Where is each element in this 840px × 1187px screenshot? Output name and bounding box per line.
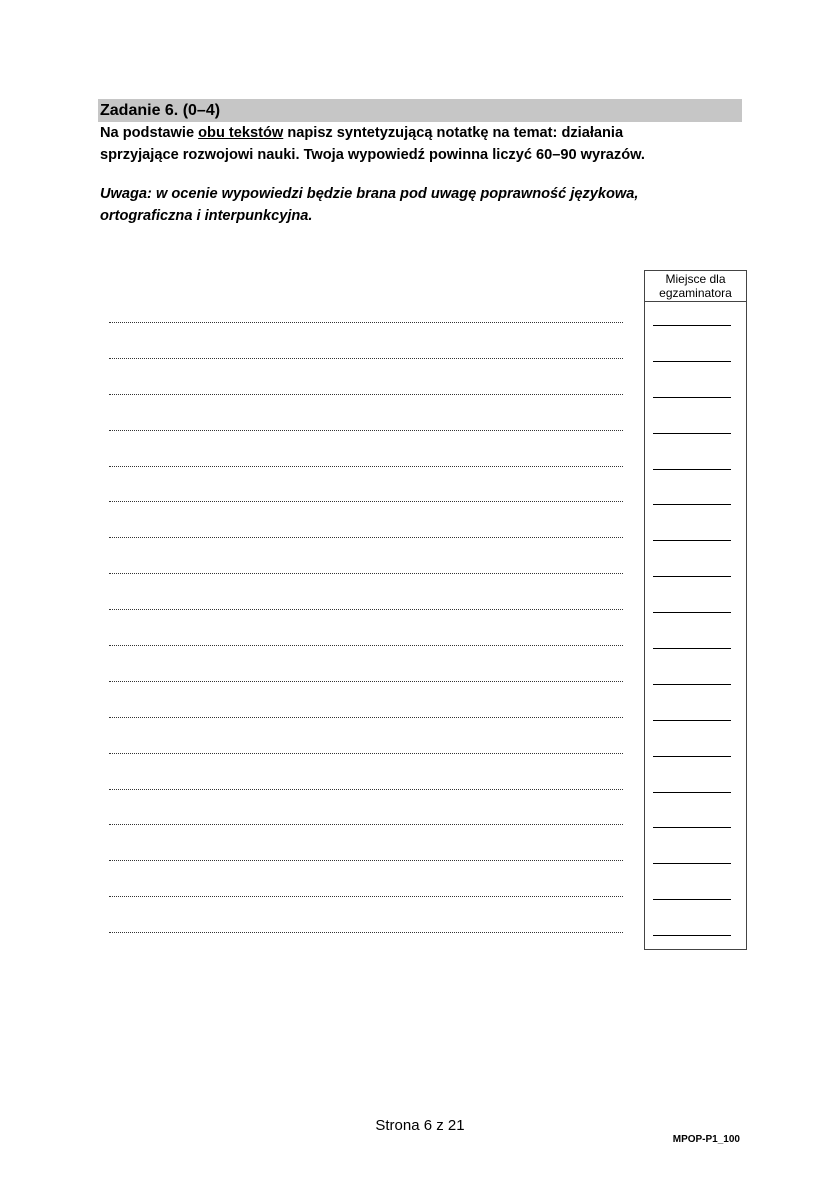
note-line-2: ortograficzna i interpunkcyjna. — [100, 208, 313, 224]
answer-line[interactable] — [109, 563, 623, 599]
answer-line[interactable] — [109, 814, 623, 850]
answer-line[interactable] — [109, 635, 623, 671]
instruction-underlined: obu tekstów — [198, 125, 284, 141]
examiner-label-line-2: egzaminatora — [659, 286, 732, 300]
score-line — [653, 813, 731, 849]
score-line — [653, 598, 731, 634]
score-line — [653, 311, 731, 347]
answer-line[interactable] — [109, 850, 623, 886]
instruction-line-2: sprzyjające rozwojowi nauki. Twoja wypowiedź powinna liczyć 60–90 wyrazów. — [100, 147, 645, 163]
answer-line[interactable] — [109, 384, 623, 420]
answer-line[interactable] — [109, 671, 623, 707]
task-instruction — [100, 122, 740, 166]
answer-line[interactable] — [109, 527, 623, 563]
answer-line[interactable] — [109, 491, 623, 527]
task-note — [100, 183, 740, 227]
task-header — [98, 99, 742, 122]
score-line — [653, 526, 731, 562]
examiner-label — [645, 271, 746, 302]
note-line-1: Uwaga: w ocenie wypowiedzi będzie brana pod uwagę poprawność językowa, — [100, 186, 639, 202]
score-line — [653, 670, 731, 706]
answer-area[interactable] — [109, 312, 623, 958]
score-line — [653, 706, 731, 742]
answer-line[interactable] — [109, 743, 623, 779]
examiner-label-line-1: Miejsce dla — [665, 272, 726, 286]
answer-line[interactable] — [109, 312, 623, 348]
score-line — [653, 921, 731, 957]
answer-line[interactable] — [109, 348, 623, 384]
document-code: MPOP-P1_100 — [672, 1134, 740, 1145]
answer-line[interactable] — [109, 456, 623, 492]
score-line — [653, 562, 731, 598]
examiner-box — [644, 270, 747, 950]
score-lines — [653, 311, 731, 957]
score-line — [653, 778, 731, 814]
answer-line[interactable] — [109, 779, 623, 815]
instruction-line-1 — [100, 122, 740, 144]
task-title: Zadanie 6. (0–4) — [100, 102, 221, 119]
answer-line[interactable] — [109, 922, 623, 958]
score-line — [653, 455, 731, 491]
instruction-rest: napisz syntetyzującą notatkę na temat: działania — [283, 125, 624, 141]
page-number: Strona 6 z 21 — [375, 1117, 465, 1134]
answer-line[interactable] — [109, 707, 623, 743]
score-line — [653, 419, 731, 455]
score-line — [653, 347, 731, 383]
score-line — [653, 742, 731, 778]
answer-line[interactable] — [109, 886, 623, 922]
instruction-pre: Na podstawie — [100, 125, 199, 141]
score-line — [653, 885, 731, 921]
score-line — [653, 490, 731, 526]
score-line — [653, 383, 731, 419]
score-line — [653, 849, 731, 885]
answer-line[interactable] — [109, 420, 623, 456]
answer-line[interactable] — [109, 599, 623, 635]
score-line — [653, 634, 731, 670]
